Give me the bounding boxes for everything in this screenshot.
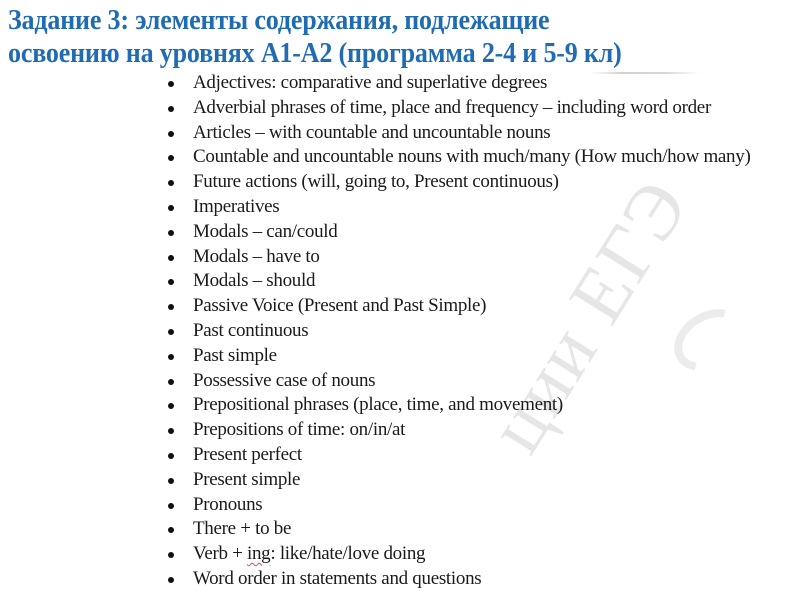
list-item-label: Imperatives <box>193 195 280 217</box>
list-item <box>163 96 750 121</box>
bullet-dot-icon <box>168 106 174 112</box>
bullet-dot-icon <box>168 478 174 484</box>
list-item <box>163 319 750 344</box>
bullet-dot-icon <box>168 577 174 583</box>
bullet-dot-icon <box>168 180 174 186</box>
list-item <box>163 393 750 418</box>
list-item-label: Past continuous <box>193 319 309 341</box>
list-item-label: Present simple <box>193 468 301 490</box>
list-item <box>163 220 750 245</box>
grammar-topics-list <box>163 71 750 592</box>
list-item-label: Word order in statements and questions <box>193 567 482 589</box>
list-item-label: Countable and uncountable nouns with much/many (How much/how many) <box>193 146 751 168</box>
spellcheck-underlined-word: ing <box>247 543 271 565</box>
slide-title-line-2: освоению на уровнях А1-А2 (программа 2-4 и 5-9 кл) <box>8 38 622 69</box>
bullet-dot-icon <box>168 279 174 285</box>
list-item <box>163 195 750 220</box>
bullet-dot-icon <box>168 329 174 335</box>
list-item-label: Articles – with countable and uncountable nouns <box>193 121 551 143</box>
bullet-dot-icon <box>168 552 174 558</box>
list-item-label: Past simple <box>193 344 277 366</box>
list-item <box>163 418 750 443</box>
watermark-text: ции ЕГЭ <box>470 163 706 467</box>
slide-title <box>8 4 743 70</box>
slide-title-line-1: Задание 3: элементы содержания, подлежащие <box>8 5 550 36</box>
bullet-dot-icon <box>168 131 174 137</box>
list-item-label: Possessive case of nouns <box>193 369 376 391</box>
list-item-label-part: : like/hate/love doing <box>270 543 426 565</box>
bullet-dot-icon <box>168 503 174 509</box>
list-item-label: Prepositions of time: on/in/at <box>193 419 406 441</box>
list-item <box>163 269 750 294</box>
bullet-dot-icon <box>168 155 174 161</box>
bullet-dot-icon <box>168 354 174 360</box>
list-item-label: Modals – can/could <box>193 220 338 242</box>
list-item-label-part: Verb + <box>193 543 247 565</box>
list-item-label: There + to be <box>193 518 292 540</box>
list-item-label: Present perfect <box>193 443 302 465</box>
list-item <box>163 245 750 270</box>
bullet-dot-icon <box>168 428 174 434</box>
bullet-dot-icon <box>168 379 174 385</box>
list-item-label: Modals – should <box>193 270 316 292</box>
list-item <box>163 121 750 146</box>
list-item-label: Passive Voice (Present and Past Simple) <box>193 295 487 317</box>
list-item <box>163 294 750 319</box>
list-item-label: Adverbial phrases of time, place and frequency – including word order <box>193 96 711 118</box>
list-item <box>163 369 750 394</box>
list-item <box>163 468 750 493</box>
bullet-dot-icon <box>168 81 174 87</box>
list-item <box>163 170 750 195</box>
list-item-label <box>193 543 425 564</box>
bullet-dot-icon <box>168 527 174 533</box>
list-item-label: Prepositional phrases (place, time, and movement) <box>193 394 563 416</box>
bullet-dot-icon <box>168 255 174 261</box>
bullet-dot-icon <box>168 205 174 211</box>
bullet-dot-icon <box>168 230 174 236</box>
list-item <box>163 493 750 518</box>
list-item-label: Modals – have to <box>193 245 320 267</box>
list-item <box>163 344 750 369</box>
list-item <box>163 71 750 96</box>
list-item-label: Pronouns <box>193 493 263 515</box>
list-item <box>163 567 750 592</box>
list-item-label: Adjectives: comparative and superlative degrees <box>193 72 548 93</box>
list-item <box>163 145 750 170</box>
list-item <box>163 443 750 468</box>
bullet-dot-icon <box>168 453 174 459</box>
bullet-dot-icon <box>168 403 174 409</box>
list-item <box>163 542 750 567</box>
list-item-label: Future actions (will, going to, Present continuous) <box>193 171 559 193</box>
bullet-dot-icon <box>168 304 174 310</box>
list-item <box>163 517 750 542</box>
